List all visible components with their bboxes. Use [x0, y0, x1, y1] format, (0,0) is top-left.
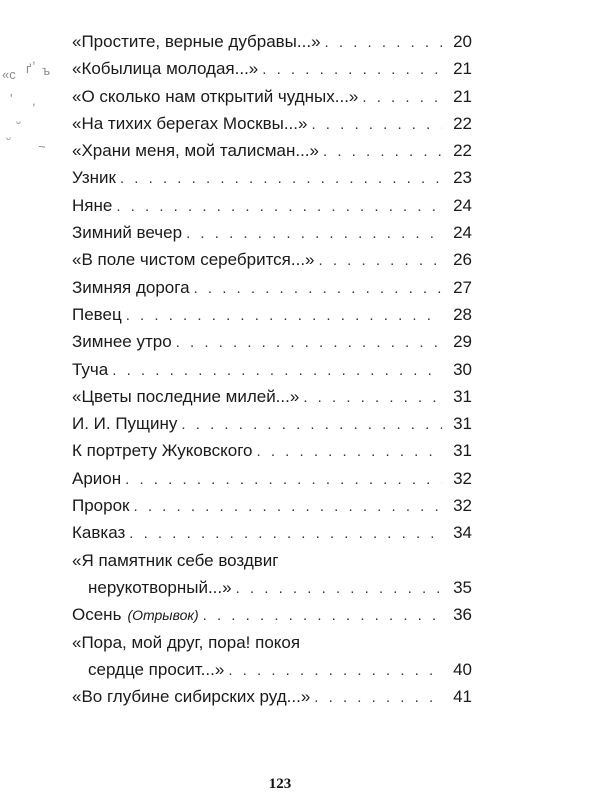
- dot-leader: [314, 688, 442, 708]
- toc-entry-title: Туча: [72, 359, 109, 379]
- dot-leader: [236, 579, 442, 599]
- toc-entry-page: 26: [453, 250, 472, 270]
- table-of-contents: [72, 32, 472, 714]
- toc-entry[interactable]: [72, 114, 472, 141]
- toc-entry-title: «В поле чистом серебрится...»: [72, 250, 315, 270]
- toc-entry-page: 32: [453, 468, 472, 488]
- toc-entry-title-line1: «Пора, мой друг, пора! покоя: [72, 632, 301, 652]
- toc-entry-page: 36: [453, 605, 472, 625]
- dot-leader: [303, 388, 442, 408]
- toc-entry-title: «Простите, верные дубравы...»: [72, 32, 321, 51]
- toc-entry-title: Зимняя дорога: [72, 277, 190, 297]
- toc-entry[interactable]: [72, 141, 472, 168]
- dot-leader: [112, 361, 442, 381]
- toc-entry[interactable]: [72, 250, 472, 277]
- toc-entry[interactable]: [72, 87, 472, 114]
- dot-leader: [181, 415, 442, 435]
- dot-leader: [257, 442, 443, 462]
- toc-entry-page: 24: [453, 195, 472, 215]
- toc-entry-title: Пророк: [72, 496, 130, 516]
- dot-leader: [325, 33, 442, 53]
- dot-leader: [228, 661, 442, 681]
- toc-entry-title-line2: сердце просит...»: [88, 659, 225, 679]
- dot-leader: [203, 606, 442, 626]
- toc-entry-title: «На тихих берегах Москвы...»: [72, 113, 308, 133]
- toc-entry-page: 31: [453, 386, 472, 406]
- toc-entry-page: 27: [453, 277, 472, 297]
- toc-entry-page: 32: [453, 496, 472, 516]
- toc-entry[interactable]: [72, 278, 472, 305]
- toc-entry-page: 21: [453, 59, 472, 79]
- toc-entry-title: «Во глубине сибирских руд...»: [72, 687, 311, 707]
- toc-entry-title-line1: «Я памятник себе воздвиг: [72, 550, 279, 570]
- toc-entry-page: 31: [453, 414, 472, 434]
- toc-entry[interactable]: [72, 496, 472, 523]
- toc-entry[interactable]: [72, 605, 472, 632]
- dot-leader: [129, 524, 442, 544]
- toc-entry-title: «О сколько нам открытий чудных...»: [72, 86, 359, 106]
- dot-leader: [262, 60, 442, 80]
- dot-leader: [116, 197, 442, 217]
- toc-entry-title: Арион: [72, 468, 122, 488]
- toc-entry[interactable]: [72, 196, 472, 223]
- toc-entry-page: 34: [453, 523, 472, 543]
- dot-leader: [362, 88, 442, 108]
- toc-entry-note: (Отрывок): [127, 607, 199, 624]
- toc-entry-page: 41: [453, 687, 472, 707]
- toc-entry-title: Узник: [72, 168, 116, 188]
- toc-entry[interactable]: [72, 223, 472, 250]
- toc-entry-title: К портрету Жуковского: [72, 441, 253, 461]
- bleed-through-marks: , «с ґ ъ ' , ᵕ ᵕ ~: [2, 51, 51, 154]
- toc-entry[interactable]: [72, 633, 472, 688]
- toc-entry[interactable]: [72, 360, 472, 387]
- toc-entry[interactable]: [72, 441, 472, 468]
- toc-entry-title-line2: нерукотворный...»: [88, 577, 232, 597]
- toc-entry-page: 23: [453, 168, 472, 188]
- dot-leader: [311, 115, 442, 135]
- dot-leader: [120, 169, 442, 189]
- toc-entry-page: 22: [453, 113, 472, 133]
- dot-leader: [126, 306, 442, 326]
- toc-entry-page: 21: [453, 86, 472, 106]
- toc-entry-page: 20: [453, 32, 472, 51]
- toc-entry-title: Зимнее утро: [72, 332, 172, 352]
- toc-entry-page: 31: [453, 441, 472, 461]
- toc-entry-title: Кавказ: [72, 523, 126, 543]
- toc-entry-page: 29: [453, 332, 472, 352]
- toc-entry-title: Зимний вечер: [72, 223, 183, 243]
- dot-leader: [194, 279, 442, 299]
- toc-entry-title: Певец: [72, 304, 122, 324]
- dot-leader: [176, 333, 442, 353]
- page-number: 123: [268, 776, 292, 792]
- dot-leader: [133, 497, 442, 517]
- toc-entry[interactable]: [72, 387, 472, 414]
- toc-entry-title: «Храни меня, мой талисман...»: [72, 141, 319, 161]
- toc-entry-page: 24: [453, 223, 472, 243]
- toc-entry-page: 35: [453, 577, 472, 597]
- toc-entry-title: И. И. Пущину: [72, 414, 178, 434]
- toc-entry-title: Няне: [72, 195, 113, 215]
- toc-entry[interactable]: [72, 32, 472, 59]
- toc-entry[interactable]: [72, 469, 472, 496]
- dot-leader: [125, 470, 442, 490]
- dot-leader: [323, 142, 442, 162]
- toc-entry-page: 30: [453, 359, 472, 379]
- toc-entry[interactable]: [72, 523, 472, 550]
- toc-entry[interactable]: [72, 414, 472, 441]
- dot-leader: [186, 224, 442, 244]
- toc-entry[interactable]: [72, 551, 472, 606]
- toc-entry[interactable]: [72, 332, 472, 359]
- toc-entry[interactable]: [72, 59, 472, 86]
- toc-entry[interactable]: [72, 305, 472, 332]
- toc-entry[interactable]: [72, 168, 472, 195]
- toc-entry-page: 22: [453, 141, 472, 161]
- toc-entry[interactable]: [72, 687, 472, 714]
- toc-entry-title: «Кобылица молодая...»: [72, 59, 259, 79]
- toc-entry-page: 28: [453, 304, 472, 324]
- dot-leader: [319, 251, 443, 271]
- toc-entry-title: Осень: [72, 605, 122, 625]
- toc-entry-title: «Цветы последние милей...»: [72, 386, 300, 406]
- toc-entry-page: 40: [453, 659, 472, 679]
